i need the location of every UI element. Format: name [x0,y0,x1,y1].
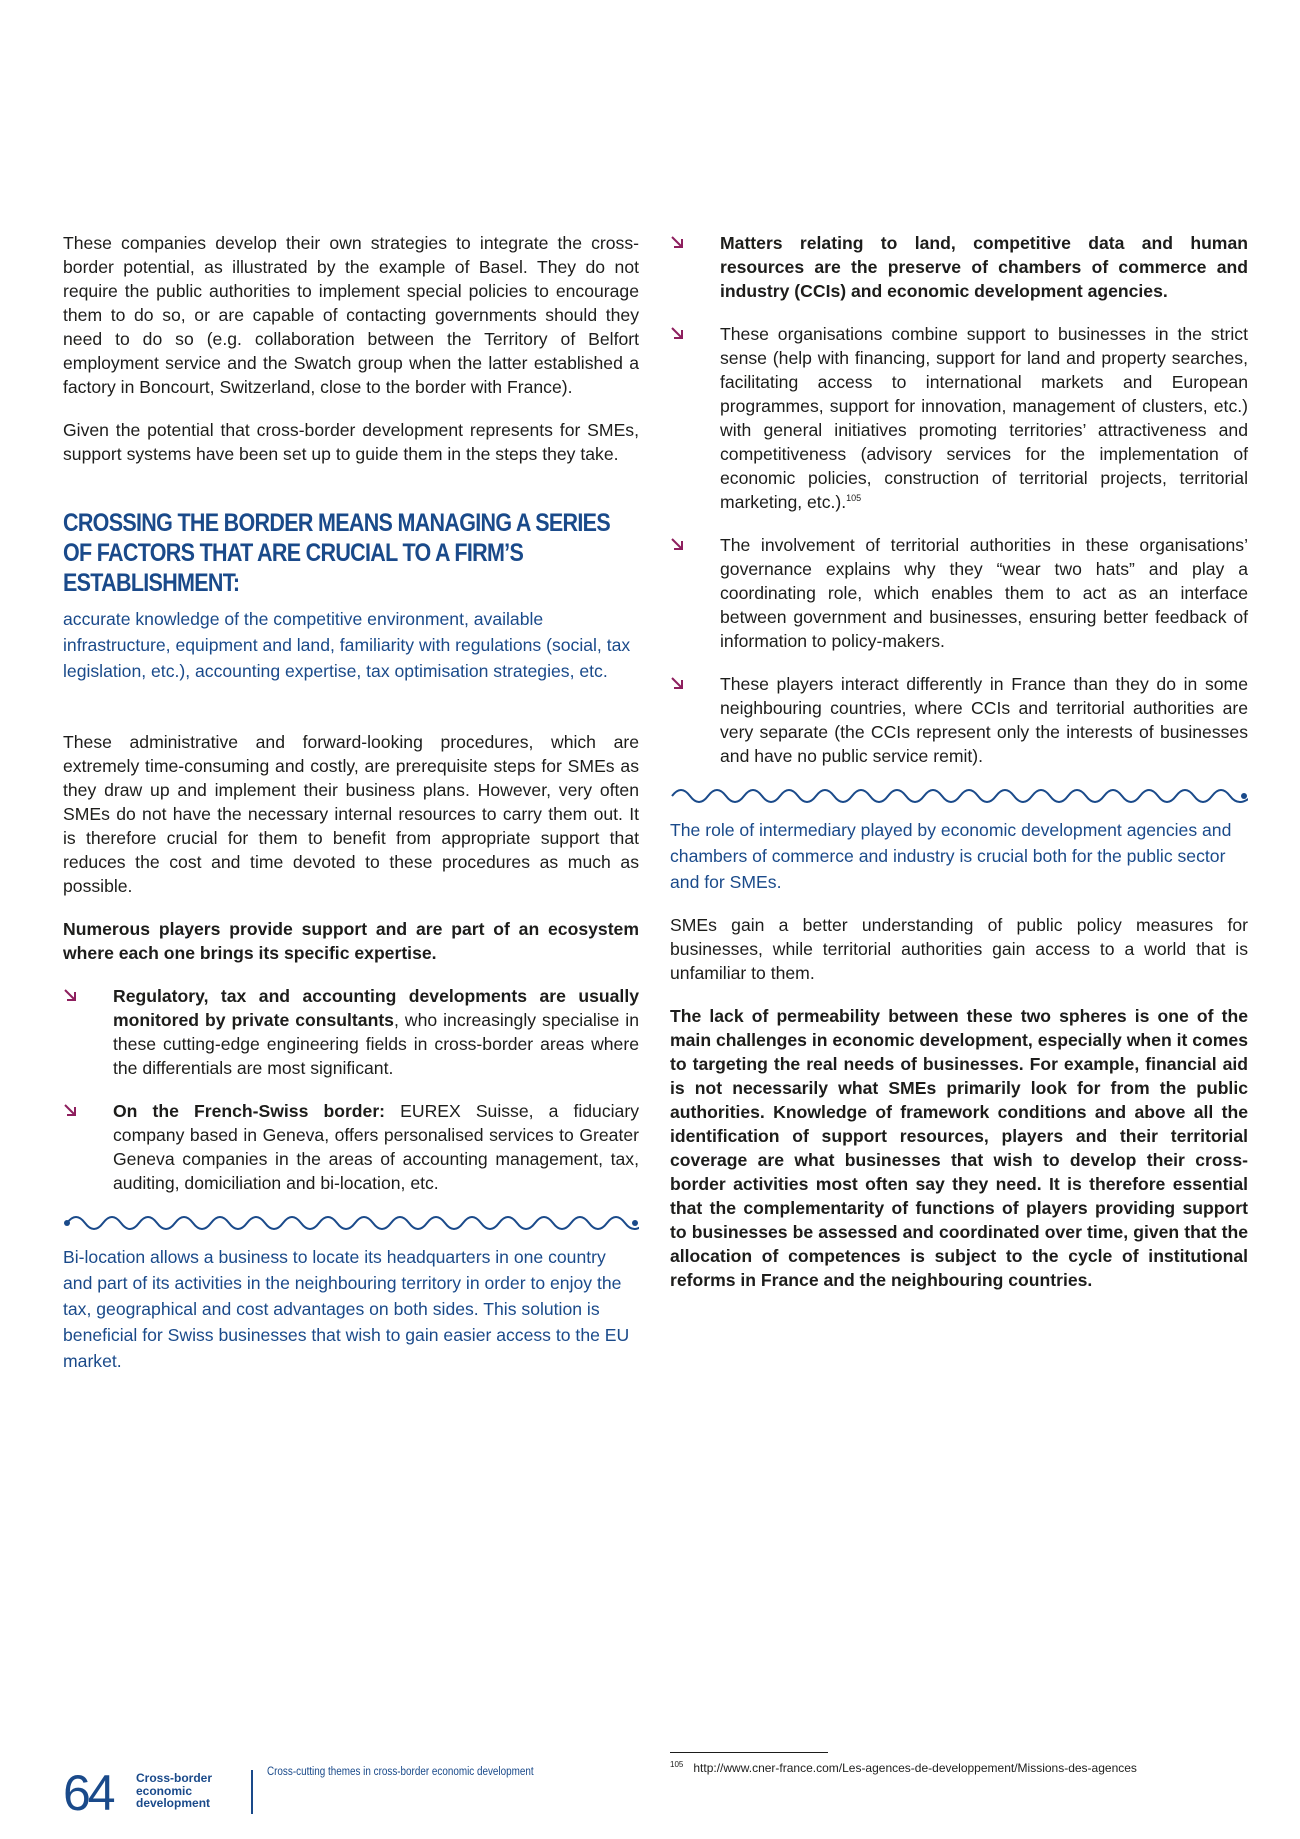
footnote-url: http://www.cner-france.com/Les-agences-de-developpement/Missions-des-agences [693,1761,1137,1775]
footnote [670,1760,1137,1776]
arrow-down-right-icon [670,235,684,249]
list-item [670,231,1248,303]
list-item [670,672,1248,768]
footer-divider [251,1770,253,1814]
wavy-line-divider [670,787,1248,805]
bullet-text: The involvement of territorial authorities in these organisations’ governance explains why they “wear two hats” and play a coordinating role, which enables them to act as an interface between government and businesses, ensuring better feedback of information to policy-makers. [720,535,1248,651]
callout-text: The role of intermediary played by economic development agencies and chambers of commerce and industry is crucial both for the public sector and for SMEs. [670,820,1232,892]
publication-title: Cross-border economic development [136,1771,213,1810]
paragraph: SMEs gain a better understanding of public policy measures for businesses, while territorial authorities gain access to a world that is unfamiliar to them. [670,915,1248,983]
bullet-bold: Regulatory, tax and accounting developments are usually monitored by private consultants [113,986,639,1030]
bullet-list [670,231,1248,768]
arrow-down-right-icon [670,326,684,340]
arrow-down-right-icon [670,676,684,690]
footnote-ref: 105 [846,493,862,504]
footnote-number: 105 [670,1760,684,1769]
page-number: 64 [63,1765,113,1821]
paragraph: Given the potential that cross-border development represents for SMEs, support systems have been set up to guide them in the steps they take. [63,420,639,464]
list-item [670,533,1248,653]
callout-text: Bi-location allows a business to locate its headquarters in one country and part of its activities in the neighbouring territory in order to enjoy the tax, geographical and cost advantages on both sides. This solution is beneficial for Swiss businesses that wish to gain easier access to the EU market. [63,1247,630,1371]
bullet-text: EUREX Suisse, a fiduciary company based in Geneva, offers personalised services to Greater Geneva companies in the areas of accounting management, tax, auditing, domiciliation and bi-location, etc. [113,1101,639,1193]
list-item [63,984,639,1080]
paragraph-bold: The lack of permeability between these two spheres is one of the main challenges in economic development, especially when it comes to targeting the real needs of businesses. For example, financial aid is not necessarily what SMEs primarily look for from the public authorities. Knowledge of framework conditions and above all the identification of support resources, players and their territorial coverage are what businesses that wish to develop their cross-border activities most often say they need. It is therefore essential that the complementarity of functions of players providing support to businesses be assessed and coordinated over time, given that the allocation of competences is subject to the cycle of institutional reforms in France and the neighbouring countries. [670,1006,1248,1290]
list-item [670,322,1248,514]
bullet-text: These organisations combine support to businesses in the strict sense (help with financing, support for land and property searches, facilitating access to international markets and European programmes, support for innovation, management of clusters, etc.) with general initiatives promoting territories’ attractiveness and competitiveness (advisory services for the implementation of economic policies, construction of territorial projects, territorial marketing, etc.). [720,324,1248,512]
bullet-text: , who increasingly specialise in these cutting-edge engineering fields in cross-border areas where the differentials are most significant. [113,1010,639,1078]
chapter-title: Cross-cutting themes in cross-border economic development [267,1766,534,1778]
wavy-line-divider [63,1214,639,1232]
paragraph: These administrative and forward-looking procedures, which are extremely time-consuming and costly, are prerequisite steps for SMEs as they draw up and implement their business plans. However, very often SMEs do not have the necessary internal resources to carry them out. It is therefore crucial for them to benefit from appropriate support that reduces the cost and time devoted to these procedures as much as possible. [63,732,639,896]
section-heading: CROSSING THE BORDER MEANS MANAGING A SERIES OF FACTORS THAT ARE CRUCIAL TO A FIRM’S ESTABLISHMENT: [63,509,610,597]
arrow-down-right-icon [63,1103,77,1117]
heading-detail: accurate knowledge of the competitive environment, available infrastructure, equipment and land, familiarity with regulations (social, tax legislation, etc.), accounting expertise, tax optimisation strategies, etc. [63,609,631,681]
bullet-text: These players interact differently in France than they do in some neighbouring countries, where CCIs and territorial authorities are very separate (the CCIs represent only the interests of businesses and have no public service remit). [720,674,1248,766]
bullet-list [63,984,639,1195]
paragraph-bold: Numerous players provide support and are part of an ecosystem where each one brings its specific expertise. [63,919,639,963]
arrow-down-right-icon [63,988,77,1002]
bullet-bold: Matters relating to land, competitive data and human resources are the preserve of chambers of commerce and industry (CCIs) and economic development agencies. [720,233,1248,301]
list-item [63,1099,639,1195]
footnote-divider [670,1752,828,1753]
right-column [670,231,1248,1311]
left-column [63,231,639,1392]
arrow-down-right-icon [670,537,684,551]
bullet-bold: On the French-Swiss border: [113,1101,386,1121]
paragraph: These companies develop their own strategies to integrate the cross-border potential, as illustrated by the example of Basel. They do not require the public authorities to implement special policies to encourage them to do so, or are capable of contacting governments should they need to do so (e.g. collaboration between the Territory of Belfort employment service and the Swatch group when the latter established a factory in Boncourt, Switzerland, close to the border with France). [63,233,639,397]
